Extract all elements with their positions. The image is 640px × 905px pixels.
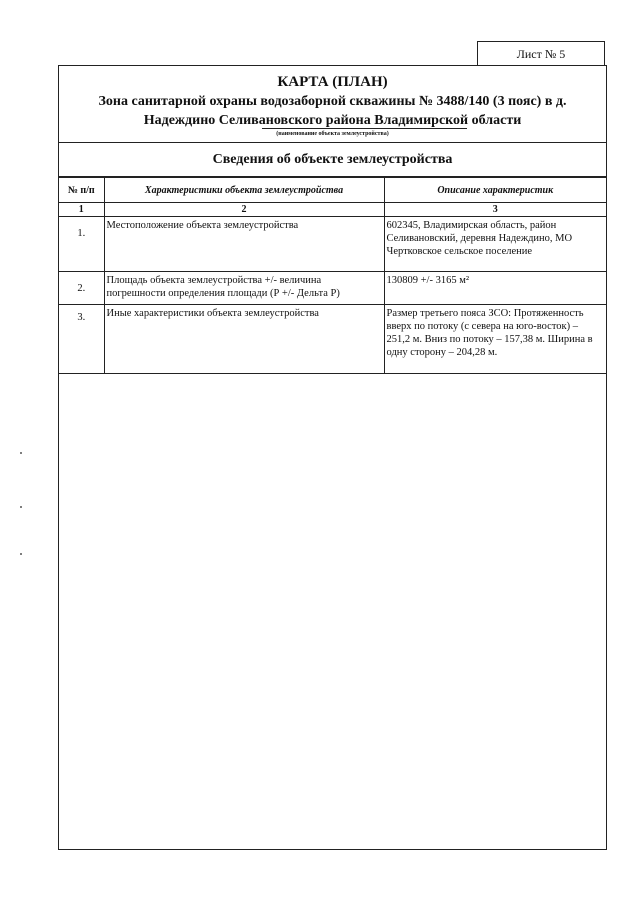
row-number: 2. bbox=[59, 272, 104, 305]
document-subtitle-line2: Надеждино Селивановского района Владимирской области bbox=[143, 113, 522, 128]
section-title: Сведения об объекте землеустройства bbox=[59, 143, 606, 177]
table-row bbox=[59, 217, 606, 272]
row-characteristic: Местоположение объекта землеустройства bbox=[104, 217, 384, 272]
row-characteristic: Иные характеристики объекта землеустройства bbox=[104, 305, 384, 374]
document-subtitle-line1: Зона санитарной охраны водозаборной скважины № 3488/140 (3 пояс) в д. bbox=[98, 94, 567, 109]
row-description: 602345, Владимирская область, район Селивановский, деревня Надеждино, МО Чертковское сельское поселение bbox=[384, 217, 606, 272]
table-row bbox=[59, 272, 606, 305]
column-number: 1 bbox=[59, 203, 104, 217]
row-number: 3. bbox=[59, 305, 104, 374]
object-name-caption: (наименование объекта землеустройства) bbox=[276, 131, 389, 137]
column-number: 2 bbox=[104, 203, 384, 217]
document-title: КАРТА (ПЛАН) bbox=[277, 74, 388, 90]
scan-speck bbox=[20, 452, 22, 454]
sheet-number-label: Лист № 5 bbox=[477, 41, 605, 65]
column-header-number: № п/п bbox=[59, 178, 104, 203]
row-description: Размер третьего пояса ЗСО: Протяженность вверх по потоку (с севера на юго-восток) – 251,2 м. Вниз по потоку – 157,38 м. Ширина в одну сторону – 204,28 м. bbox=[384, 305, 606, 374]
column-header-description: Описание характеристик bbox=[384, 178, 606, 203]
table-header-row bbox=[59, 178, 606, 203]
document-frame bbox=[58, 65, 607, 850]
column-header-characteristic: Характеристики объекта землеустройства bbox=[104, 178, 384, 203]
row-number: 1. bbox=[59, 217, 104, 272]
scan-speck bbox=[20, 506, 22, 508]
characteristics-table bbox=[59, 177, 606, 374]
table-row bbox=[59, 305, 606, 374]
document-header bbox=[59, 66, 606, 143]
scan-speck bbox=[20, 553, 22, 555]
column-number: 3 bbox=[384, 203, 606, 217]
caption-rule bbox=[262, 128, 467, 129]
column-number-row bbox=[59, 203, 606, 217]
row-characteristic: Площадь объекта землеустройства +/- величина погрешности определения площади (Р +/- Дельта Р) bbox=[104, 272, 384, 305]
row-description: 130809 +/- 3165 м² bbox=[384, 272, 606, 305]
